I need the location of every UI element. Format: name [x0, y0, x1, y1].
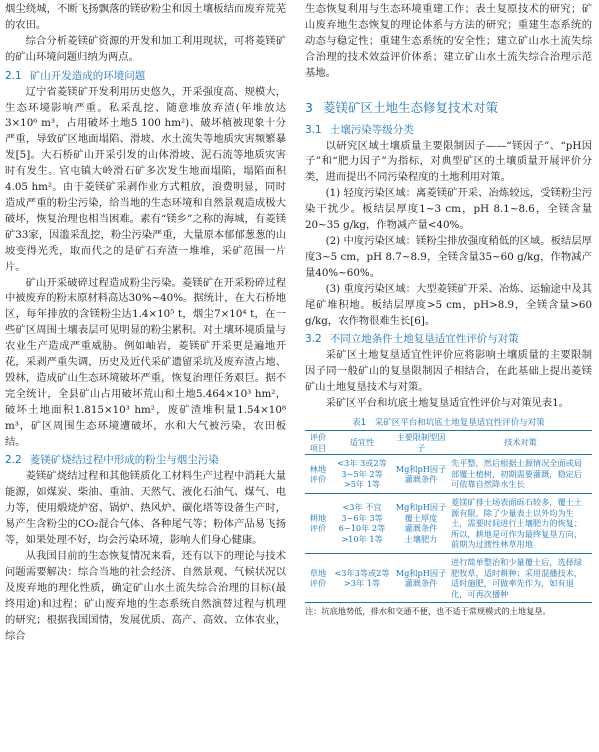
section-title: 菱镁矿区土地生态修复技术对策	[322, 99, 498, 115]
table-cell: 林地评价	[305, 455, 331, 494]
table-header-row	[305, 431, 592, 455]
section-title: 土壤污染等级分类	[329, 123, 414, 136]
paragraph: (2) 中度污染区域：镁粉尘排放强度稍低的区域。板结层厚度3~5 cm，pH 8.7~8.9，全镁含量35~60 g/kg，作物减产量40%~60%。	[305, 234, 592, 279]
table-cell: Mg和pH因子 覆土厚度 灌溉条件 土壤肥力	[393, 494, 449, 554]
paragraph: (3) 重度污染区域：大型菱镁矿开采、冶炼、运输途中及其尾矿堆积地。板结层厚度>5 cm，pH>8.9，全镁含量>60 g/kg，农作物很难生长[6]。	[305, 282, 592, 327]
paragraph: 辽宁省菱镁矿开发利用历史悠久，开采强度高、规模大，生态环境影响严重。私采乱挖、随意堆放弃渣(年堆放达3×10⁶ m³，占用破坏土地5 100 hm²)、破坏植被现象十分严重，导致矿区地面塌陷、滑坡、水土流失等地质灾害频繁暴发[5]。大石桥矿山开采引发的山体滑坡、泥石流等地质灾害时有发生。官屯镇大岭滑石矿多次发生地面塌陷，塌陷面积4.05 hm²。由于菱镁矿采剥作业方式粗放，浪费明显，同时造成严重的粉尘污染，给当地的生态环境和自然景观造成极大破坏，恢复治理也相当困难。素有“镁乡”之称的海城，有菱镁矿33家，因滥采乱挖，粉尘污染严重，大量原本郁郁葱葱的山坡变得光秃，取而代之的是矿石弃渣一堆堆，采矿范围一片片。	[5, 85, 286, 273]
left-column	[5, 2, 286, 644]
section-title: 菱镁矿烧结过程中形成的粉尘与烟尘污染	[29, 454, 219, 467]
section-heading-3	[305, 98, 592, 116]
table-note: 注：坑底地势低，排水和交通不便，也不适于常规模式的土地复垦。	[305, 606, 551, 617]
paragraph: 烟尘绕城，不断飞扬飘落的镁矽粉尘和因土壤板结而废弃荒芜的农田。	[5, 3, 286, 31]
section-number: 2.2	[5, 454, 22, 467]
table-cell: 耕地评价	[305, 494, 331, 554]
paragraph: 从我国目前的生态恢复情况来看，还有以下的理论与技术问题需要解决：综合当地的社会经济、自然景观、气候状况以及废弃地的理化性质，确定矿山水土流失综合治理的目标(最终用途)和过程；矿山废弃地的生态系统自然演替过程与机理的研究；根据我国国情，发展优质、高产、高效、立体农业，综合	[5, 550, 286, 642]
table-cell: <3年3等或2等 >3年 1等	[331, 553, 393, 602]
section-number: 3	[305, 99, 313, 115]
paragraph: 生态恢复利用与生态环境重建工作；表土复原技术的研究；矿山废弃地生态恢复的理论体系与方法的研究；重建生态系统的动态与稳定性；重建生态系统的安全性；建立矿山水土流失综合治理的技术效益评价体系；建立矿山水土流失综合治理示范基地。	[305, 3, 592, 79]
section-heading-3-2	[305, 331, 592, 347]
paragraph: 矿山开采破碎过程造成粉尘污染。菱镁矿在开采粉碎过程中被废弃的粉末原材料高达30%~40%。据统计，在大石桥地区，每年排放的含镁粉尘达1.4×10⁵ t，烟尘7×10⁴ t，在一些矿区周围土壤表层可见明显的粉尘累积。对土壤环境质量与农业生产造成严重威胁。例如岫岩，菱镁矿开采更是遍地开花，采剥严重失调，历史及近代采矿遗留采坑及废弃渣占地、毁林，造成矿山生态环境破坏严重，恢复治理任务艰巨。据不完全统计，全县矿山占用破坏荒山和土地5.464×10³ hm²，破坏土地面积1.815×10³ hm²，废矿渣堆积量1.54×10⁸ m³，矿区周围生态环境遭破坏，水和大气被污染，农田板结。	[5, 276, 286, 448]
table-header-cell: 技术对策	[449, 431, 592, 455]
table-cell: 先平整，然后根据土源情况全面或局部覆土植树，初期需要灌溉，稳定后可依靠自然降水生长	[449, 455, 592, 494]
table-cell: 进行简单整治和少量覆土后，选择绿肥牧草，适时耕种；采用混播技术，适时施肥，可做率先作为，如有退化，可再次播种	[449, 553, 592, 602]
right-column	[305, 2, 592, 617]
paragraph: (1) 轻度污染区域：离菱镁矿开采、冶炼较远，受镁粉尘污染干扰少。板结层厚度1~3 cm，pH 8.1~8.6，全镁含量20~35 g/kg，作物减产量<40%。	[305, 187, 592, 232]
section-title: 矿山开发造成的环境问题	[29, 69, 146, 82]
section-heading-2-1	[5, 68, 286, 84]
table-cell: 菱镁矿排土场表面砾石较多，覆土土源有限，除了少量表土以外均为生土，需要时间进行土壤肥力的恢复；所以，耕地是可作为最终复垦方向，前期为过渡性林草用地	[449, 494, 592, 554]
table-header-cell: 评价项目	[305, 431, 331, 455]
table-cell: <3年 不宜 3~6年 3等 6~10年 2等 >10年 1等	[331, 494, 393, 554]
paragraph: 采矿区土地复垦适宜性评价应将影响土壤质量的主要限制因子同一般矿山的复垦限制因子相结合，在此基础上提出菱镁矿山土地复垦技术与对策。	[305, 349, 592, 394]
table-header-cell: 主要限制型因子	[393, 431, 449, 455]
section-heading-2-2	[5, 452, 286, 468]
paragraph: 采矿区平台和坑底土地复垦适宜性评价与对策见表1。	[325, 397, 569, 410]
table-cell: Mg和pH因子 灌溉条件	[393, 455, 449, 494]
table-row	[305, 494, 592, 554]
paragraph: 菱镁矿烧结过程和其他镁质化工材料生产过程中消耗大量能源，如煤炭、柴油、重油、天然气、液化石油气、煤气、电力等，使用煅烧炉窑、锅炉、热风炉、碳化塔等设备生产时，易产生含粉尘的CO₂混合气体、各种尾气等；粉体产品易飞扬等，如果处理不好，均会污染环境，影响人们身心健康。	[5, 470, 286, 547]
section-heading-3-1	[305, 122, 592, 138]
paragraph: 以研究区域土壤质量主要限制因子——“镁因子”、“pH因子”和“肥力因子”为指标，对典型矿区的土壤质量开展评价分类，进而提出不同污染程度的土地利用对策。	[305, 139, 592, 184]
section-number: 3.2	[305, 333, 322, 346]
table-row	[305, 553, 592, 602]
table-title: 表1 采矿区平台和坑底土地复垦适宜性评价与对策	[352, 418, 545, 429]
paragraph: 综合分析菱镁矿资源的开发和加工利用现状，可将菱镁矿的矿山环境问题归纳为两点。	[5, 34, 286, 63]
table-cell: <3年 3或2等 3~5年 2等 >5年 1等	[331, 455, 393, 494]
table-cell: Mg和pH因子 灌溉条件	[393, 553, 449, 602]
table-header-cell: 适宜性	[331, 431, 393, 455]
table-cell: 草地评价	[305, 553, 331, 602]
table-row	[305, 455, 592, 494]
section-number: 3.1	[305, 123, 322, 136]
section-title: 不同立地条件土地复垦适宜性评价与对策	[329, 333, 519, 346]
section-number: 2.1	[5, 69, 22, 82]
suitability-table	[305, 430, 592, 603]
